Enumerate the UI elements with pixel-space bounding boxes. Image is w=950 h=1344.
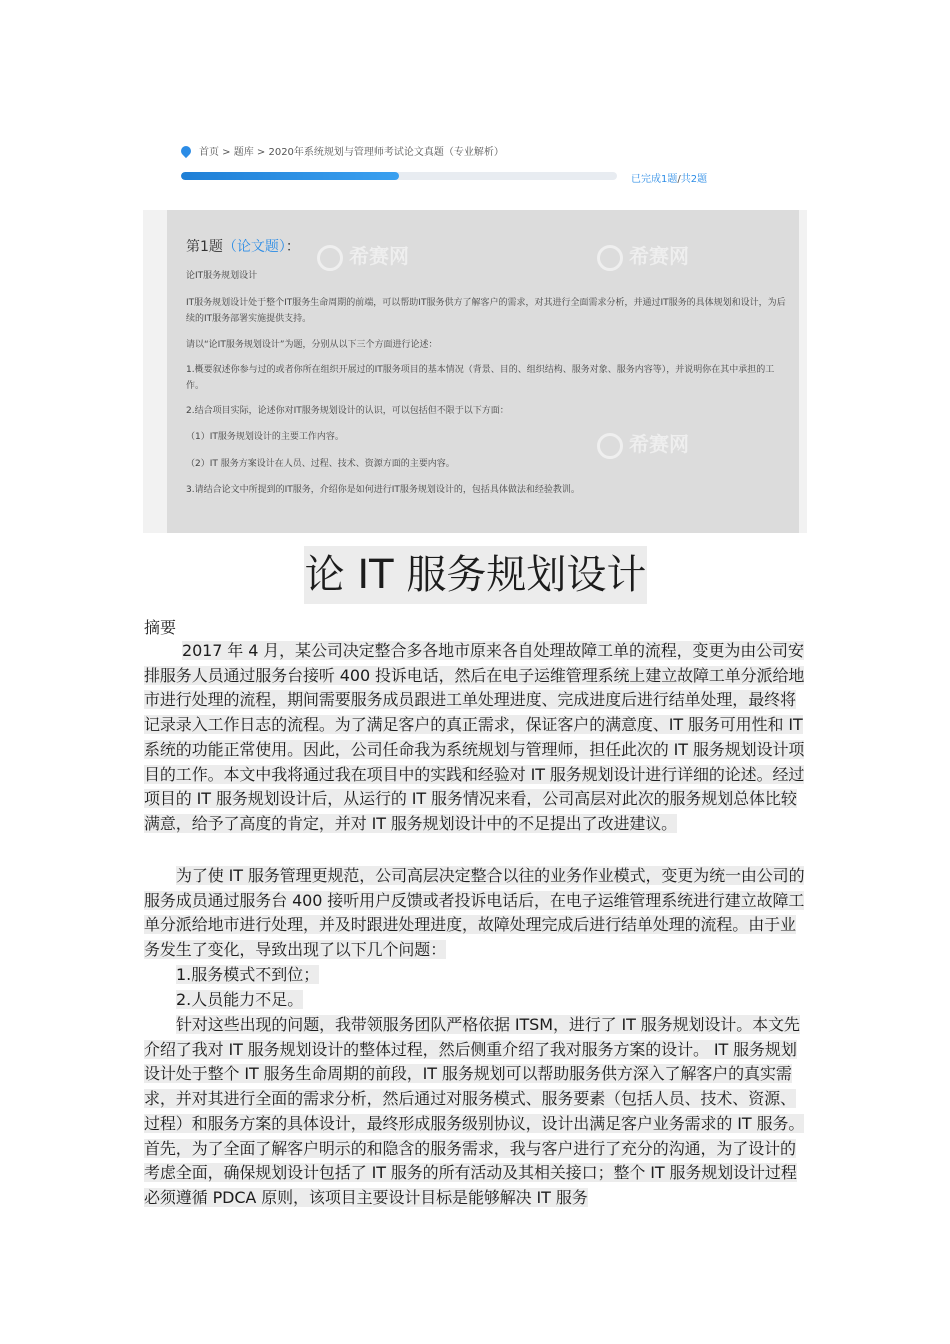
question-number: 第1题 bbox=[186, 239, 223, 255]
location-pin-icon bbox=[179, 144, 193, 158]
watermark-text-1: 希赛网 bbox=[349, 244, 409, 268]
question-panel bbox=[167, 210, 799, 533]
progress-done: 已完成1题 bbox=[631, 174, 678, 185]
question-colon: ： bbox=[285, 239, 300, 255]
essay-paragraph bbox=[144, 864, 806, 963]
paragraph-text: 针对这些出现的问题，我带领服务团队严格依据 ITSM，进行了 IT 服务规划设计。本文先介绍了我对 IT 服务规划设计的整体过程，然后侧重介绍了我对服务方案的设计。 IT 服务规划设计处于整个 IT 服务生命周期的前段，IT 服务规划可以帮助服务供方深入了解客户的真实需求，并对其进行全面的需求分析，然后通过对服务模式、服务要素（包括人员、技术、资源、过程）和服务方案的具体设计，最终形成服务级别协议，设计出满足客户业务需求的 IT 服务。首先，为了全面了解客户明示的和隐含的服务需求，我与客户进行了充分的沟通，为了设计的考虑全面，确保规划设计包括了 IT 服务的所有活动及其相关接口；整个 IT 服务规划设计过程必须遵循 PDCA 原则，该项目主要设计目标是能够解决 IT 服务 bbox=[144, 1015, 805, 1207]
paragraph-text: 为了使 IT 服务管理更规范，公司高层决定整合以往的业务作业模式，变更为统一由公司的服务成员通过服务台 400 接听用户反馈或者投诉电话后，在电子运维管理系统进行建立故障工单分派给地市进行处理，并及时跟进处理进度，故障处理完成后进行结单处理的流程。由于业务发生了变化，导致出现了以下几个问题： bbox=[144, 866, 805, 960]
paragraph-text: 2017 年 4 月，某公司决定整合多各地市原来各自处理故障工单的流程，变更为由公司安排服务人员通过服务台接听 400 投诉电话，然后在电子运维管理系统上建立故障工单分派给地市进行处理的流程，期间需要服务成员跟进工单处理进度、完成进度后进行结单处理，最终将记录录入工作日志的流程。为了满足客户的真正需求，保证客户的满意度、IT 服务可用性和 IT 系统的功能正常使用。因此，公司任命我为系统规划与管理师，担任此次的 IT 服务规划设计项目的工作。本文中我将通过我在项目中的实践和经验对 IT 服务规划设计进行详细的论述。经过项目的 IT 服务规划设计后，从运行的 IT 服务情况来看，公司高层对此次的服务规划总体比较满意，给予了高度的肯定，并对 IT 服务规划设计中的不足提出了改进建议。 bbox=[144, 641, 805, 833]
breadcrumb-text[interactable]: 首页 > 题库 > 2020年系统规划与管理师考试论文真题（专业解析） bbox=[199, 147, 504, 158]
question-line: 2.结合项目实际，论述你对IT服务规划设计的认识，可以包括但不限于以下方面： bbox=[186, 406, 509, 416]
question-line: IT服务规划设计处于整个IT服务生命周期的前端，可以帮助IT服务供方了解客户的需求，对其进行全面需求分析，并通过IT服务的具体规划和设计，为后续的IT服务部署实施提供支持。 bbox=[186, 298, 786, 324]
watermark bbox=[597, 240, 689, 271]
progress-bar bbox=[181, 172, 617, 180]
question-line: 1.概要叙述你参与过的或者你所在组织开展过的IT服务项目的基本情况（背景、目的、组织结构、服务对象、服务内容等），并说明你在其中承担的工作。 bbox=[186, 365, 775, 391]
question-line: （2）IT 服务方案设计在人员、过程、技术、资源方面的主要内容。 bbox=[186, 459, 455, 469]
progress-separator: / bbox=[677, 174, 681, 185]
question-line: 3.请结合论文中所提到的IT服务，介绍你是如何进行IT服务规划设计的，包括具体做法和经验教训。 bbox=[186, 485, 580, 495]
abstract-label: 摘要 bbox=[144, 618, 177, 637]
watermark-logo-icon bbox=[597, 245, 623, 271]
site-header bbox=[143, 113, 807, 210]
progress-fill bbox=[181, 172, 399, 180]
question-screenshot bbox=[143, 113, 807, 533]
essay-paragraph bbox=[144, 1013, 806, 1211]
question-heading bbox=[186, 236, 300, 256]
watermark-text-3: 希赛网 bbox=[629, 432, 689, 456]
breadcrumb bbox=[181, 146, 504, 160]
progress-total: 共2题 bbox=[680, 174, 708, 185]
watermark bbox=[317, 240, 409, 271]
question-line: 论IT服务规划设计 bbox=[186, 271, 258, 281]
watermark-logo-icon bbox=[317, 245, 343, 271]
question-type: （论文题） bbox=[222, 239, 286, 255]
list-item-text: 2.人员能力不足。 bbox=[176, 990, 304, 1009]
list-item-text: 1.服务模式不到位； bbox=[176, 965, 320, 984]
list-item bbox=[176, 988, 303, 1012]
essay-title: 论 IT 服务规划设计 bbox=[304, 546, 647, 604]
progress-text bbox=[631, 170, 707, 185]
essay-paragraph bbox=[144, 639, 806, 837]
watermark-text-2: 希赛网 bbox=[629, 244, 689, 268]
list-item bbox=[176, 963, 319, 987]
question-line: 请以“论IT服务规划设计”为题，分别从以下三个方面进行论述： bbox=[186, 340, 438, 350]
question-line: （1）IT服务规划设计的主要工作内容。 bbox=[186, 432, 344, 442]
